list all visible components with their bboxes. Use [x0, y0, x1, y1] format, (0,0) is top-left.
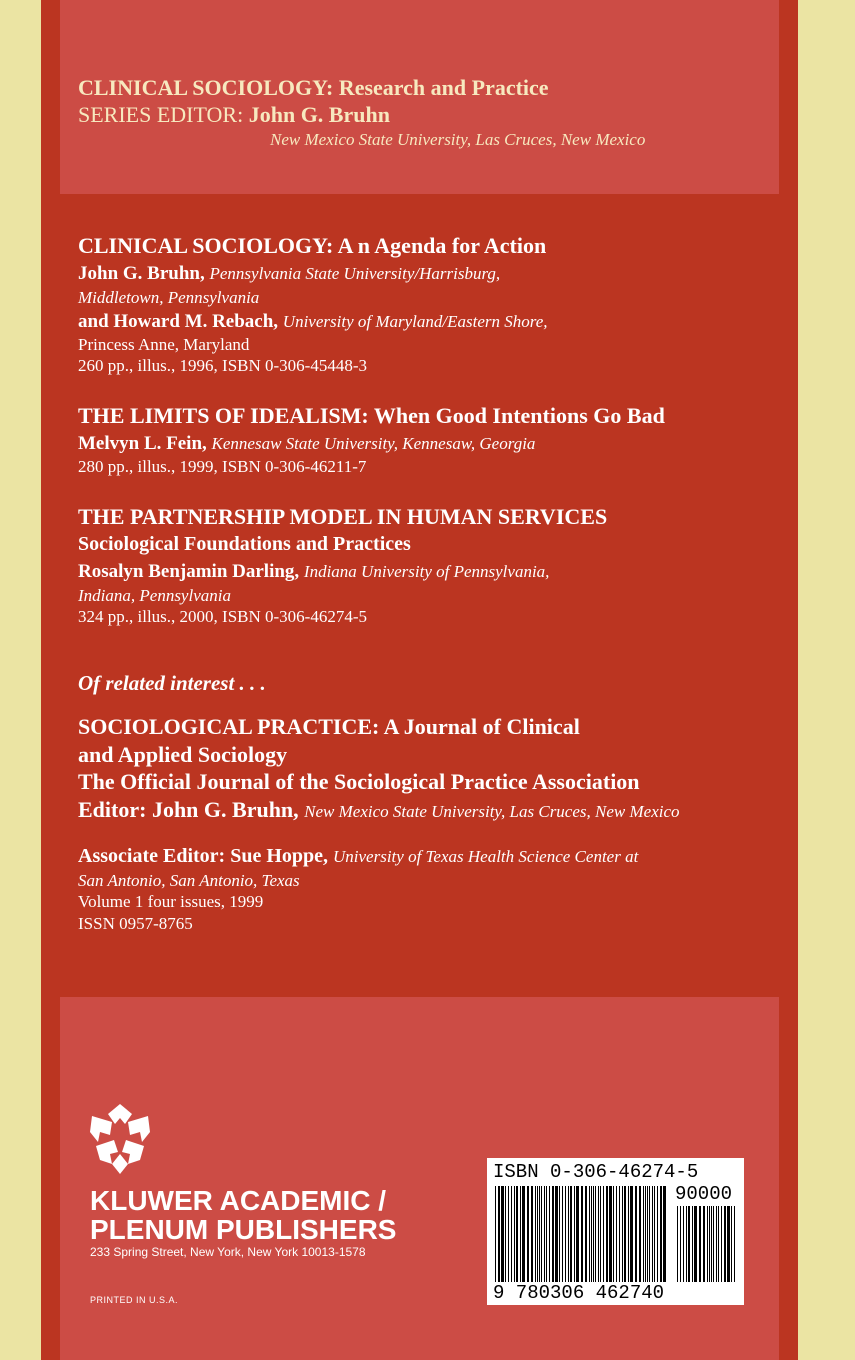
book-subtitle: Sociological Foundations and Practices	[78, 533, 411, 555]
barcode-bar	[537, 1186, 538, 1282]
barcode-bar	[544, 1186, 545, 1282]
barcode-price-code: 90000	[675, 1183, 733, 1205]
barcode-bar	[505, 1186, 506, 1282]
journal-editor	[78, 799, 680, 821]
barcode-bar	[711, 1206, 712, 1282]
barcode-bar	[694, 1206, 697, 1282]
author-affiliation: Kennesaw State University, Kennesaw, Georgia	[211, 434, 536, 453]
book-title: THE LIMITS OF IDEALISM: When Good Intentions Go Bad	[78, 403, 665, 428]
barcode-bar	[616, 1186, 617, 1282]
publisher-name-cont: PLENUM PUBLISHERS	[90, 1214, 397, 1245]
barcode-bar	[654, 1186, 655, 1282]
series-editor-affiliation: New Mexico State University, Las Cruces, New Mexico	[270, 130, 646, 149]
barcode-bar	[652, 1186, 653, 1282]
series-editor-label: SERIES EDITOR:	[78, 102, 249, 127]
publisher-logo-icon	[88, 1102, 152, 1176]
barcode-bar	[581, 1186, 583, 1282]
barcode-bar	[688, 1206, 690, 1282]
barcode-bar	[606, 1186, 608, 1282]
author-name: Rosalyn Benjamin Darling,	[78, 561, 300, 582]
journal-title: SOCIOLOGICAL PRACTICE: A Journal of Clinical	[78, 714, 580, 739]
barcode-bar	[527, 1186, 529, 1282]
editor-name: Editor: John G. Bruhn,	[78, 797, 299, 822]
barcode-bar	[657, 1186, 658, 1282]
barcode-bar	[514, 1186, 515, 1282]
barcode-bar	[595, 1186, 596, 1282]
barcode-bar	[511, 1186, 512, 1282]
assoc-editor-name: Associate Editor: Sue Hoppe,	[78, 845, 328, 867]
author-affiliation: Indiana University of Pennsylvania,	[303, 562, 550, 581]
barcode-bar	[568, 1186, 569, 1282]
barcode-bar	[645, 1186, 646, 1282]
author-affiliation: University of Maryland/Eastern Shore,	[282, 312, 548, 331]
barcode-bar	[718, 1206, 719, 1282]
barcode-bar	[576, 1186, 579, 1282]
barcode-bar	[591, 1186, 592, 1282]
barcode-bar	[680, 1206, 681, 1282]
publisher-name: KLUWER ACADEMIC /	[90, 1185, 387, 1216]
barcode-bar	[570, 1186, 572, 1282]
series-editor	[78, 104, 390, 126]
barcode-bar	[628, 1186, 629, 1282]
barcode-bar	[619, 1186, 620, 1282]
barcode-bar	[565, 1186, 566, 1282]
barcode-bar	[731, 1206, 732, 1282]
barcode-ean: 9 780306 462740	[493, 1282, 665, 1304]
book-title: CLINICAL SOCIOLOGY: A n Agenda for Action	[78, 233, 547, 258]
publisher-address: 233 Spring Street, New York, New York 10013-1578	[90, 1245, 366, 1259]
barcode-bar	[549, 1186, 550, 1282]
barcode-bar	[649, 1186, 650, 1282]
printed-in: PRINTED IN U.S.A.	[90, 1295, 179, 1305]
book-details: 324 pp., illus., 2000, ISBN 0-306-46274-5	[78, 607, 367, 626]
barcode	[487, 1158, 744, 1305]
barcode-bar	[727, 1206, 730, 1282]
barcode-bar	[716, 1206, 717, 1282]
related-heading: Of related interest . . .	[78, 671, 266, 695]
book-coauthor	[78, 312, 548, 331]
barcode-bar	[677, 1206, 678, 1282]
journal-official: The Official Journal of the Sociological Practice Association	[78, 769, 640, 794]
barcode-bar	[600, 1186, 601, 1282]
author-name: and Howard M. Rebach,	[78, 311, 279, 332]
barcode-bar	[593, 1186, 594, 1282]
barcode-bar	[709, 1206, 710, 1282]
barcode-bar	[613, 1186, 614, 1282]
author-affiliation-cont: Indiana, Pennsylvania	[78, 586, 231, 605]
book-details: 260 pp., illus., 1996, ISBN 0-306-45448-3	[78, 356, 367, 375]
barcode-bar	[589, 1186, 590, 1282]
barcode-bar	[562, 1186, 563, 1282]
series-editor-name: John G. Bruhn	[248, 102, 390, 127]
barcode-bar	[552, 1186, 554, 1282]
barcode-bar	[699, 1206, 701, 1282]
book-title: THE PARTNERSHIP MODEL IN HUMAN SERVICES	[78, 504, 608, 529]
barcode-bar	[522, 1186, 525, 1282]
barcode-bar	[546, 1186, 547, 1282]
book-author	[78, 264, 500, 283]
author-affiliation-cont: Middletown, Pennsylvania	[78, 288, 260, 307]
author-affiliation: Pennsylvania State University/Harrisburg,	[209, 264, 501, 283]
journal-volume: Volume 1 four issues, 1999	[78, 892, 264, 911]
journal-assoc-editor	[78, 846, 638, 866]
editor-affiliation: New Mexico State University, Las Cruces, New Mexico	[304, 802, 680, 821]
barcode-bar	[647, 1186, 648, 1282]
barcode-bar	[713, 1206, 714, 1282]
barcode-bar	[516, 1186, 518, 1282]
series-title: CLINICAL SOCIOLOGY: Research and Practice	[78, 75, 549, 100]
assoc-editor-affiliation-cont: San Antonio, San Antonio, Texas	[78, 871, 300, 890]
barcode-bar	[598, 1186, 599, 1282]
barcode-bar	[639, 1186, 641, 1282]
barcode-bar	[707, 1206, 708, 1282]
barcode-bar	[555, 1186, 558, 1282]
barcode-bar	[624, 1186, 626, 1282]
assoc-editor-affiliation: University of Texas Health Science Center at	[333, 847, 639, 866]
book-author	[78, 562, 549, 581]
barcode-bar	[683, 1206, 684, 1282]
barcode-bar	[703, 1206, 705, 1282]
author-affiliation-cont: Princess Anne, Maryland	[78, 335, 250, 354]
barcode-bar	[635, 1186, 637, 1282]
barcode-bar	[721, 1206, 722, 1282]
barcode-bar	[734, 1206, 735, 1282]
barcode-bar	[622, 1186, 623, 1282]
barcode-bar	[559, 1186, 560, 1282]
barcode-bar	[609, 1186, 612, 1282]
barcode-bar	[495, 1186, 496, 1282]
author-name: Melvyn L. Fein,	[78, 433, 207, 454]
barcode-bar	[539, 1186, 540, 1282]
barcode-bar	[508, 1186, 509, 1282]
barcode-bar	[663, 1186, 666, 1282]
journal-title-cont: and Applied Sociology	[78, 742, 288, 767]
barcode-bar	[574, 1186, 575, 1282]
barcode-bar	[541, 1186, 542, 1282]
barcode-bar	[531, 1186, 533, 1282]
book-details: 280 pp., illus., 1999, ISBN 0-306-46211-7	[78, 457, 367, 476]
barcode-isbn: ISBN 0-306-46274-5	[493, 1161, 699, 1183]
barcode-bar	[501, 1186, 504, 1282]
barcode-bar	[686, 1206, 687, 1282]
barcode-bar	[724, 1206, 726, 1282]
barcode-bar	[660, 1186, 662, 1282]
barcode-bar	[498, 1186, 500, 1282]
journal-issn: ISSN 0957-8765	[78, 914, 193, 933]
barcode-bar	[643, 1186, 644, 1282]
author-name: John G. Bruhn,	[78, 263, 205, 284]
barcode-bar	[630, 1186, 633, 1282]
barcode-bar	[603, 1186, 604, 1282]
book-author	[78, 434, 535, 453]
barcode-bar	[520, 1186, 521, 1282]
barcode-bar	[535, 1186, 536, 1282]
barcode-bar	[692, 1206, 693, 1282]
barcode-bar	[585, 1186, 587, 1282]
